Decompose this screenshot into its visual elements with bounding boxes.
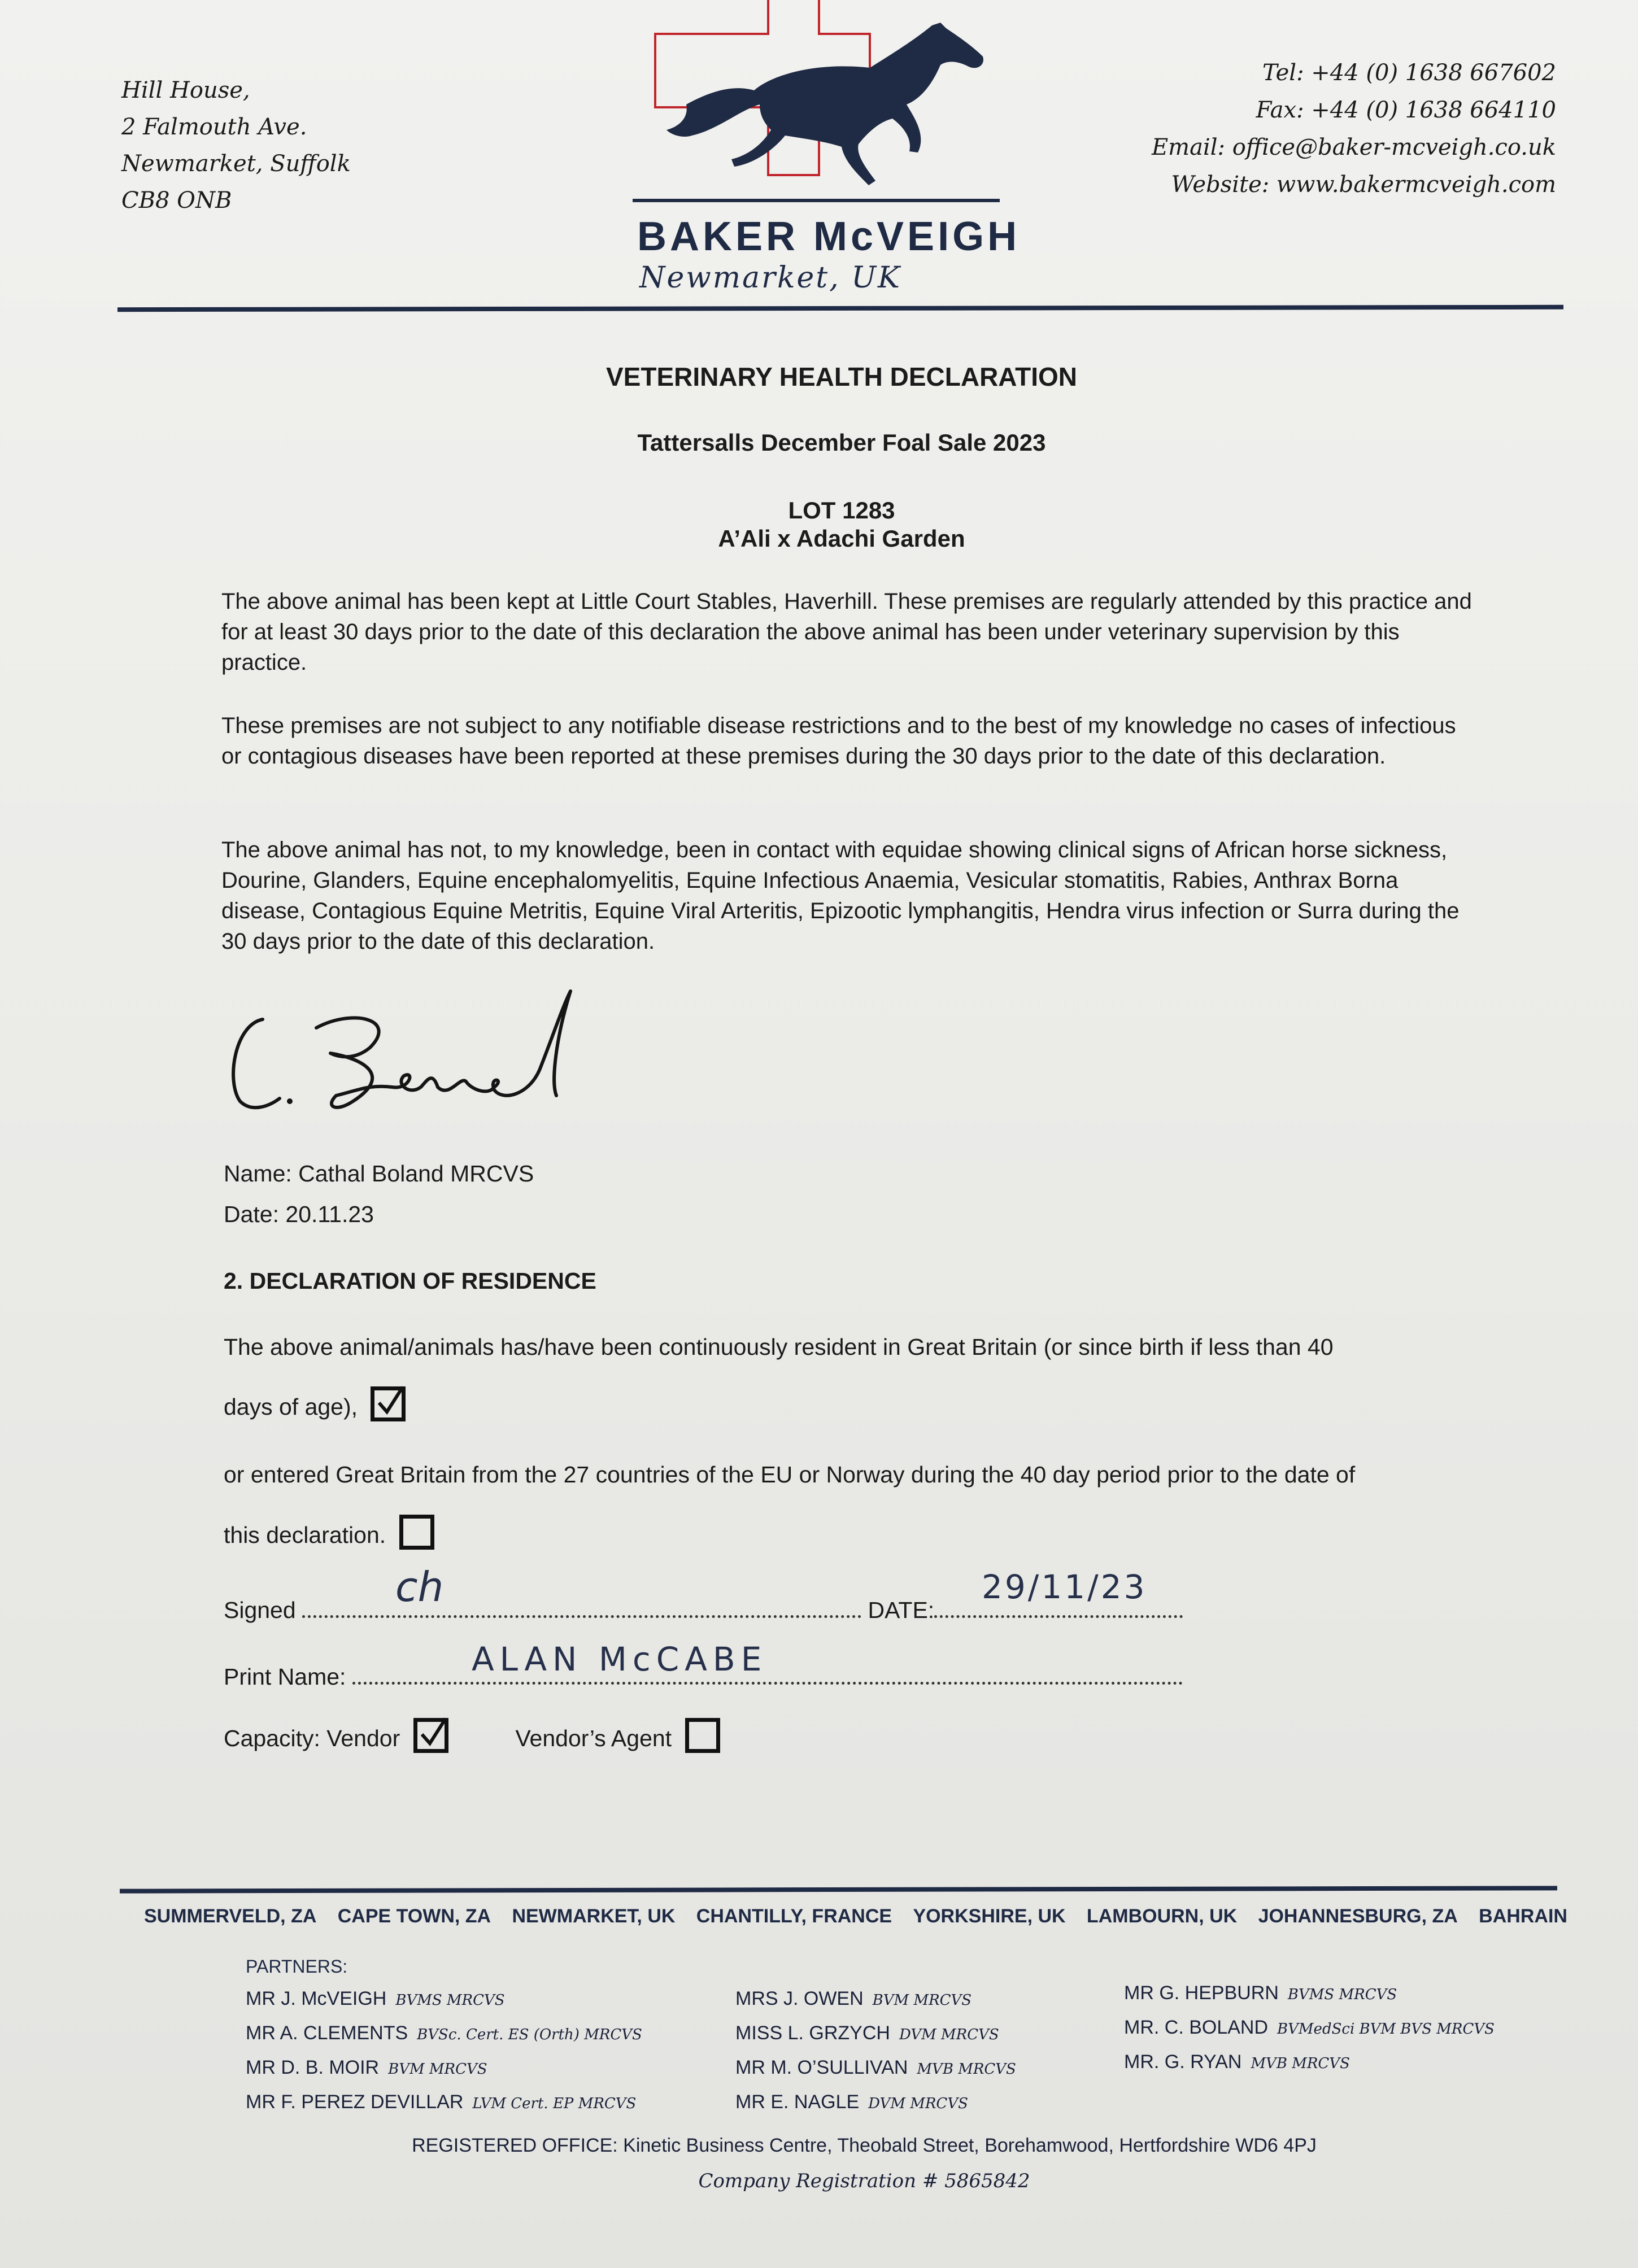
partner-name: MRS J. OWEN — [735, 1988, 864, 2009]
partners-column-1 — [246, 1982, 642, 2120]
partner-name: MR. G. RYAN — [1124, 2051, 1242, 2073]
partner-name: MR M. O’SULLIVAN — [735, 2057, 908, 2078]
partners-column-3 — [1124, 1977, 1495, 2080]
city: BAHRAIN — [1479, 1905, 1567, 1927]
declaration-paragraph: The above animal has been kept at Little Court Stables, Haverhill. These premises are regularly attended by this practice and for at least 30 days prior to the date of this declaration the above animal has been under veterinary supervision by this practice. — [221, 589, 1472, 675]
city: NEWMARKET, UK — [512, 1905, 676, 1927]
city: SUMMERVELD, ZA — [144, 1905, 317, 1927]
address-line: 2 Falmouth Ave. — [121, 114, 307, 140]
partner — [1124, 1977, 1495, 2011]
document-title: VETERINARY HEALTH DECLARATION — [606, 362, 1077, 391]
header-divider — [117, 305, 1563, 312]
check-mark-icon — [415, 1714, 455, 1754]
date-label: DATE: — [868, 1597, 935, 1623]
city: LAMBOURN, UK — [1086, 1905, 1238, 1927]
partner-qualification: MVB MRCVS — [1251, 2055, 1350, 2072]
contact-details — [1152, 54, 1556, 203]
partner-qualification: BVMS MRCVS — [395, 1992, 505, 2009]
partner-qualification: DVM MRCVS — [868, 2095, 968, 2112]
address-line: CB8 ONB — [121, 187, 232, 213]
partner-name: MR A. CLEMENTS — [246, 2022, 408, 2044]
vet-date: Date: 20.11.23 — [224, 1201, 374, 1227]
partner — [735, 1982, 1016, 2017]
partner-qualification: BVMedSci BVM BVS MRCVS — [1277, 2021, 1495, 2038]
partners-column-2 — [735, 1982, 1016, 2120]
partner-qualification: BVM MRCVS — [872, 1992, 972, 2009]
office-locations — [144, 1905, 1567, 1927]
partner-qualification: DVM MRCVS — [899, 2026, 999, 2043]
partner-qualification: MVB MRCVS — [917, 2061, 1016, 2078]
vendors-agent-label: Vendor’s Agent — [515, 1725, 672, 1751]
email: Email: office@baker-mcveigh.co.uk — [1151, 134, 1556, 160]
vendor-checkbox[interactable] — [413, 1718, 448, 1753]
partner — [735, 2051, 1016, 2086]
vet-signature — [223, 985, 607, 1121]
print-name-label: Print Name: — [224, 1664, 346, 1690]
entered-declaration-text: this declaration. — [224, 1522, 386, 1548]
partner — [246, 2017, 642, 2051]
residence-heading: 2. DECLARATION OF RESIDENCE — [224, 1268, 596, 1294]
brand-location: Newmarket, UK — [639, 261, 901, 295]
date-line[interactable] — [934, 1611, 1183, 1618]
partner-qualification: BVMS MRCVS — [1287, 1986, 1397, 2003]
vet-name: Name: Cathal Boland MRCVS — [224, 1161, 534, 1187]
partner — [246, 2051, 642, 2086]
declaration-paragraph: The above animal has not, to my knowledge, been in contact with equidae showing clinical signs of African horse sickness, Dourine, Glanders, Equine encephalomyelitis, Equine Infectious Anaemia, Vesicular stomatitis, Rabies, Anthrax Borna disease, Contagious Equine Metritis, Equine Viral Arteritis, Epizootic lymphangitis, Hendra virus infection or Surra during the 30 days prior to the date of this declaration. — [221, 838, 1460, 954]
handwritten-print-name: ALAN McCABE — [472, 1640, 768, 1678]
residence-statement: The above animal/animals has/have been continuously resident in Great Britain (or since birth if less than 40 — [224, 1334, 1334, 1360]
partner-name: MISS L. GRZYCH — [735, 2022, 890, 2044]
partners-label: PARTNERS: — [246, 1956, 348, 1977]
office-address — [121, 72, 351, 219]
partner — [1124, 2011, 1495, 2045]
capacity-label: Capacity: Vendor — [224, 1725, 400, 1751]
footer-divider — [120, 1886, 1557, 1893]
brand-name: BAKER McVEIGH — [637, 214, 1021, 259]
partner-qualification: BVSc. Cert. ES (Orth) MRCVS — [417, 2026, 642, 2043]
partner-name: MR. C. BOLAND — [1124, 2017, 1269, 2038]
residence-statement-end — [224, 1386, 406, 1421]
company-registration: Company Registration # 5865842 — [698, 2170, 1030, 2192]
partner-name: MR J. McVEIGH — [246, 1988, 387, 2009]
partner-qualification: BVM MRCVS — [388, 2061, 487, 2078]
partner-name: MR G. HEPBURN — [1124, 1982, 1279, 2004]
city: CAPE TOWN, ZA — [337, 1905, 491, 1927]
resident-gb-checkbox[interactable] — [371, 1386, 406, 1421]
partner-qualification: LVM Cert. EP MRCVS — [472, 2095, 637, 2112]
sale-name: Tattersalls December Foal Sale 2023 — [637, 429, 1046, 456]
partner-name: MR E. NAGLE — [735, 2091, 860, 2113]
partner — [246, 2086, 642, 2120]
telephone: Tel: +44 (0) 1638 667602 — [1262, 60, 1556, 86]
partner — [246, 1982, 642, 2017]
website: Website: www.bakermcveigh.com — [1171, 172, 1556, 198]
signed-label: Signed — [224, 1597, 296, 1623]
declaration-paragraph: These premises are not subject to any notifiable disease restrictions and to the best of my knowledge no cases of infectious or contagious diseases have been reported at these premises during the 30 days prior to the date of this declaration. — [221, 713, 1456, 769]
partner — [735, 2017, 1016, 2051]
address-line: Hill House, — [121, 77, 250, 103]
partner — [735, 2086, 1016, 2120]
vendor-signature: ch — [395, 1563, 444, 1611]
partner-name: MR D. B. MOIR — [246, 2057, 380, 2078]
horse-pedigree: A’Ali x Adachi Garden — [718, 525, 965, 552]
residence-days-text: days of age), — [224, 1394, 358, 1420]
handwritten-date: 29/11/23 — [982, 1568, 1147, 1606]
entered-statement-end — [224, 1515, 434, 1550]
signature-line[interactable] — [302, 1611, 861, 1618]
lot-number: LOT 1283 — [788, 497, 895, 524]
registered-office: REGISTERED OFFICE: Kinetic Business Centre, Theobald Street, Borehamwood, Hertfordshire WD6 4PJ — [412, 2135, 1317, 2156]
check-mark-icon — [372, 1382, 412, 1422]
city: CHANTILLY, FRANCE — [696, 1905, 892, 1927]
fax: Fax: +44 (0) 1638 664110 — [1256, 97, 1556, 123]
city: YORKSHIRE, UK — [913, 1905, 1066, 1927]
address-line: Newmarket, Suffolk — [121, 151, 351, 177]
capacity-row — [224, 1718, 720, 1753]
vendors-agent-checkbox[interactable] — [685, 1718, 720, 1753]
partner — [1124, 2045, 1495, 2080]
entered-eu-checkbox[interactable] — [399, 1515, 434, 1550]
city: JOHANNESBURG, ZA — [1258, 1905, 1458, 1927]
entered-statement: or entered Great Britain from the 27 countries of the EU or Norway during the 40 day period prior to the date of — [224, 1462, 1356, 1488]
partner-name: MR F. PEREZ DEVILLAR — [246, 2091, 464, 2113]
